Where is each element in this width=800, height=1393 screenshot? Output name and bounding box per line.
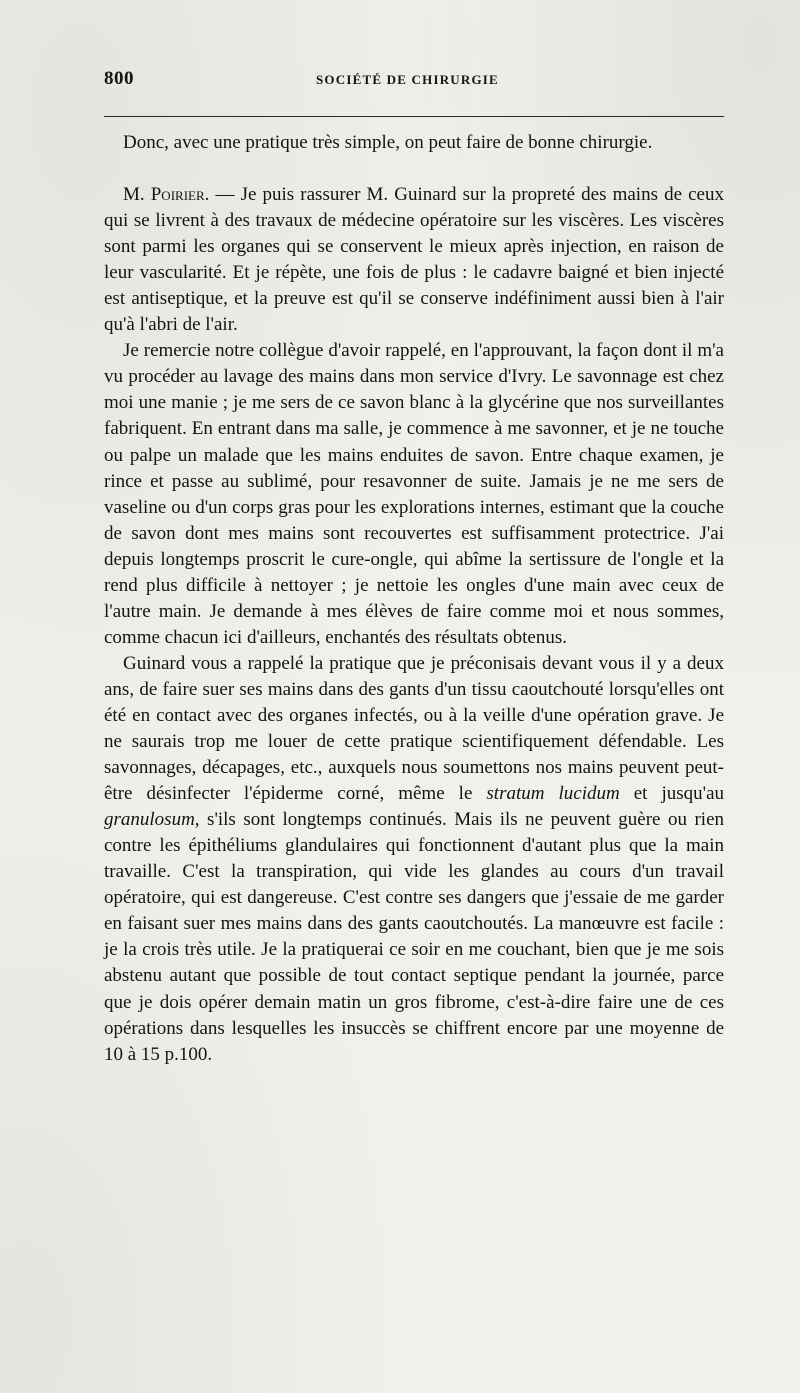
paragraph-1-text: Donc, avec une pratique très simple, on peut faire de bonne chirurgie. bbox=[123, 132, 653, 153]
paragraph-2-text: — Je puis rassurer M. Guinard sur la propreté des mains de ceux qui se livrent à des travaux de médecine opératoire sur les viscères. Les viscères sont parmi les organes qui se conservent le mieux après injection, en raison de leur vascularité. Et je répète, une fois de plus : le cadavre baigné et bien injecté est antiseptique, et la preuve est qu'il se conserve indéfiniment aussi bien à l'air qu'à l'abri de l'air. bbox=[104, 184, 724, 336]
paragraph-4-text-2: et jusqu'au bbox=[619, 783, 725, 805]
italic-stratum-lucidum: stratum lucidum bbox=[486, 783, 620, 805]
paragraph-1 bbox=[104, 130, 724, 156]
italic-granulosum: granulosum bbox=[104, 809, 195, 831]
paragraph-4-text-1: Guinard vous a rappelé la pratique que je préconisais devant vous il y a deux ans, de faire suer ses mains dans des gants d'un tissu caoutchouté lorsqu'elles ont été en contact avec des organes infectés, ou à la veille d'une opération grave. Je ne saurais trop me louer de cette pratique scientifiquement défendable. Les savonnages, décapages, etc., auxquels nous soumettons nos mains peuvent peut-être désinfecter l'épiderme corné, même le bbox=[104, 652, 724, 805]
page-number: 800 bbox=[104, 68, 134, 89]
running-title: SOCIÉTÉ DE CHIRURGIE bbox=[316, 72, 499, 87]
paragraph-2 bbox=[104, 182, 724, 338]
paragraph-3-text: Je remercie notre collègue d'avoir rappelé, en l'approuvant, la façon dont il m'a vu procéder au lavage des mains dans mon service d'Ivry. Le savonnage est chez moi une manie ; je me sers de ce savon blanc à la glycérine que nos surveillantes fabriquent. En entrant dans ma salle, je commence à me savonner, et je ne touche ou palpe un malade que les mains enduites de savon. Entre chaque examen, je rince et passe au sublimé, pour resavonner de suite. Jamais je ne me sers de vaseline ou d'un corps gras pour les explorations internes, estimant que la couche de savon dont mes mains sont recouvertes est suffisamment protectrice. J'ai depuis longtemps proscrit le cure-ongle, qui abîme la sertissure de l'ongle et la rend plus difficile à nettoyer ; je nettoie les ongles d'une main avec ceux de l'autre main. Je demande à mes élèves de faire comme moi et nous sommes, comme chacun ici d'ailleurs, enchantés des résultats obtenus. bbox=[104, 340, 724, 648]
speaker-name: M. Poirier. bbox=[123, 184, 210, 206]
paragraph-4 bbox=[104, 651, 724, 1068]
header-rule bbox=[104, 116, 724, 117]
paragraph-3 bbox=[104, 338, 724, 651]
paragraph-4-text-3: , s'ils sont longtemps continués. Mais ils ne peuvent guère ou rien contre les épithéliums glandulaires qui fonctionnent d'autant plus que la main travaille. C'est la transpiration, qui vide les glandes au cours d'un travail opératoire, qui est dangereuse. C'est contre ses dangers que j'essaie de me garder en faisant suer mes mains dans des gants caoutchoutés. La manœuvre est facile : je la crois très utile. Je la pratiquerai ce soir en me couchant, bien que je me sois abstenu autant que possible de tout contact septique pendant la journée, parce que je dois opérer demain matin un gros fibrome, c'est-à-dire faire une de ces opérations dans lesquelles les insuccès se chiffrent encore par une moyenne de 10 à 15 p.100. bbox=[104, 809, 724, 1065]
body-text bbox=[104, 130, 724, 1068]
page-header bbox=[104, 68, 724, 96]
